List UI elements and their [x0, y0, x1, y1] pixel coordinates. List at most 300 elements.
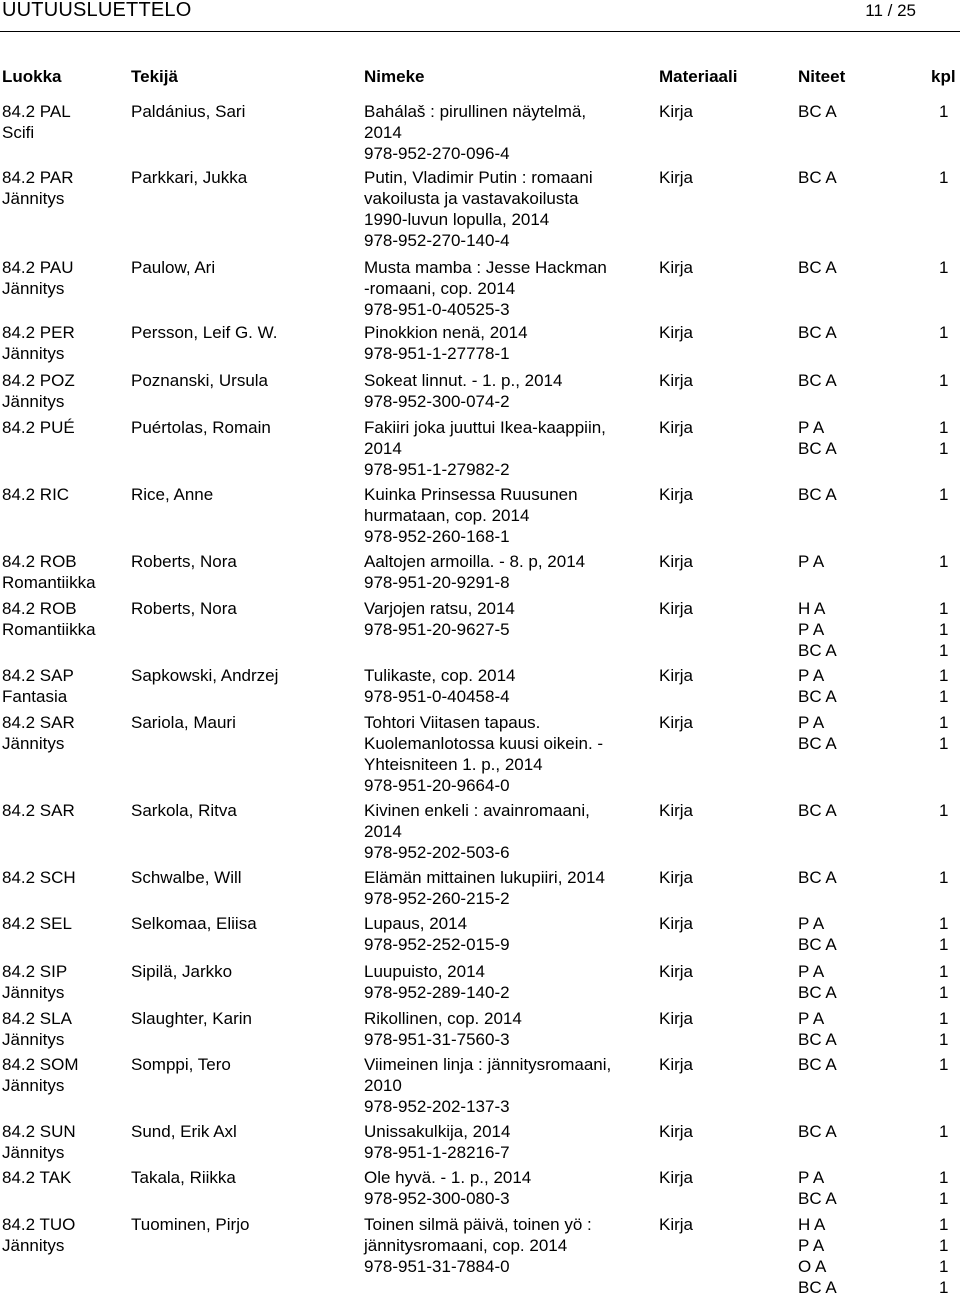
cell-niteet-line: BC A — [798, 485, 837, 504]
cell-materiaali — [659, 1214, 769, 1235]
cell-kpl-line: 1 — [939, 1278, 949, 1297]
cell-kpl-line: 1 — [939, 1236, 949, 1255]
cell-materiaali-line: Kirja — [659, 1168, 694, 1187]
cell-materiaali-line: Kirja — [659, 1055, 694, 1074]
cell-kpl-line: 1 — [939, 868, 949, 887]
cell-kpl-line: 1 — [939, 1122, 949, 1141]
cell-materiaali-line: Kirja — [659, 485, 694, 504]
cell-kpl-line: 1 — [939, 168, 949, 187]
cell-kpl-line: 1 — [939, 323, 949, 342]
cell-kpl — [939, 1214, 959, 1298]
cell-niteet-line: BC A — [798, 1189, 837, 1208]
cell-niteet — [798, 665, 918, 707]
cell-tekija-line: Selkomaa, Eliisa — [131, 914, 257, 933]
cell-materiaali — [659, 1167, 769, 1188]
cell-nimeke-line: Kuolemanlotossa kuusi oikein. - — [364, 734, 604, 753]
cell-niteet-line: BC A — [798, 868, 837, 887]
cell-luokka-line: Jännitys — [2, 344, 65, 363]
cell-nimeke-line: Putin, Vladimir Putin : romaani — [364, 168, 593, 187]
cell-kpl-line: 1 — [939, 418, 949, 437]
cell-nimeke — [364, 867, 654, 909]
cell-kpl-line: 1 — [939, 935, 949, 954]
cell-luokka-line: 84.2 SEL — [2, 914, 72, 933]
cell-luokka-line: Jännitys — [2, 983, 65, 1002]
cell-kpl-line: 1 — [939, 962, 949, 981]
cell-materiaali-line: Kirja — [659, 962, 694, 981]
cell-kpl-line: 1 — [939, 1257, 949, 1276]
cell-niteet-line: BC A — [798, 983, 837, 1002]
cell-nimeke-line: 978-951-1-27982-2 — [364, 460, 510, 479]
cell-niteet — [798, 1008, 918, 1050]
cell-nimeke-line: 1990-luvun lopulla, 2014 — [364, 210, 550, 229]
cell-nimeke-line: Lupaus, 2014 — [364, 914, 468, 933]
cell-niteet-line: BC A — [798, 935, 837, 954]
cell-nimeke — [364, 961, 654, 1003]
cell-luokka-line: Fantasia — [2, 687, 68, 706]
cell-niteet-line: BC A — [798, 1278, 837, 1297]
cell-kpl-line: 1 — [939, 1215, 949, 1234]
cell-kpl-line: 1 — [939, 620, 949, 639]
cell-nimeke-line: 978-952-202-137-3 — [364, 1097, 510, 1116]
cell-nimeke — [364, 1167, 654, 1209]
cell-nimeke-line: jännitysromaani, cop. 2014 — [364, 1236, 568, 1255]
cell-luokka-line: Scifi — [2, 123, 35, 142]
cell-niteet — [798, 167, 918, 188]
cell-kpl — [939, 1054, 959, 1075]
cell-kpl — [939, 665, 959, 707]
cell-niteet-line: P A — [798, 552, 825, 571]
cell-nimeke-line: 978-952-289-140-2 — [364, 983, 510, 1002]
cell-niteet-line: H A — [798, 599, 826, 618]
cell-materiaali-line: Kirja — [659, 168, 694, 187]
cell-niteet — [798, 417, 918, 459]
cell-nimeke-line: 978-952-300-074-2 — [364, 392, 510, 411]
cell-nimeke-line: Ole hyvä. - 1. p., 2014 — [364, 1168, 532, 1187]
cell-tekija-line: Sarkola, Ritva — [131, 801, 237, 820]
cell-nimeke-line: -romaani, cop. 2014 — [364, 279, 516, 298]
cell-materiaali-line: Kirja — [659, 666, 694, 685]
cell-luokka-line: Jännitys — [2, 279, 65, 298]
cell-nimeke-line: Bahálaš : pirullinen näytelmä, — [364, 102, 587, 121]
cell-tekija-line: Sariola, Mauri — [131, 713, 236, 732]
cell-materiaali — [659, 370, 769, 391]
cell-nimeke-line: Kuinka Prinsessa Ruusunen — [364, 485, 578, 504]
cell-niteet — [798, 322, 918, 343]
cell-tekija — [131, 1167, 356, 1188]
cell-niteet — [798, 961, 918, 1003]
cell-luokka-line: Romantiikka — [2, 573, 96, 592]
cell-kpl-line: 1 — [939, 1009, 949, 1028]
cell-nimeke-line: Unissakulkija, 2014 — [364, 1122, 511, 1141]
column-header-materiaali: Materiaali — [659, 67, 738, 86]
cell-tekija — [131, 800, 356, 821]
cell-nimeke — [364, 1008, 654, 1050]
cell-nimeke — [364, 1121, 654, 1163]
cell-niteet-line: BC A — [798, 801, 837, 820]
cell-tekija — [131, 867, 356, 888]
cell-materiaali — [659, 867, 769, 888]
cell-nimeke-line: Tulikaste, cop. 2014 — [364, 666, 516, 685]
cell-nimeke — [364, 712, 654, 796]
cell-materiaali — [659, 167, 769, 188]
cell-niteet — [798, 1214, 918, 1298]
cell-materiaali — [659, 1054, 769, 1075]
cell-luokka-line: Jännitys — [2, 1076, 65, 1095]
cell-nimeke-line: 978-951-1-28216-7 — [364, 1143, 510, 1162]
cell-nimeke-line: Luupuisto, 2014 — [364, 962, 485, 981]
cell-materiaali-line: Kirja — [659, 371, 694, 390]
cell-luokka — [2, 257, 127, 299]
cell-luokka — [2, 1167, 127, 1188]
cell-niteet — [798, 370, 918, 391]
cell-niteet-line: BC A — [798, 102, 837, 121]
cell-nimeke-line: Fakiiri joka juuttui Ikea-kaappiin, — [364, 418, 606, 437]
cell-luokka — [2, 101, 127, 143]
cell-niteet — [798, 867, 918, 888]
cell-nimeke-line: 978-952-300-080-3 — [364, 1189, 510, 1208]
cell-kpl-line: 1 — [939, 1030, 949, 1049]
cell-luokka-line: 84.2 SCH — [2, 868, 76, 887]
cell-kpl — [939, 101, 959, 122]
cell-kpl — [939, 370, 959, 391]
cell-luokka-line: 84.2 TUO — [2, 1215, 76, 1234]
cell-tekija-line: Rice, Anne — [131, 485, 214, 504]
cell-nimeke — [364, 167, 654, 251]
cell-nimeke-line: Tohtori Viitasen tapaus. — [364, 713, 541, 732]
column-header-nimeke: Nimeke — [364, 67, 425, 86]
cell-luokka-line: Romantiikka — [2, 620, 96, 639]
cell-niteet-line: BC A — [798, 1030, 837, 1049]
cell-nimeke-line: 2010 — [364, 1076, 402, 1095]
cell-kpl — [939, 867, 959, 888]
cell-luokka-line: Jännitys — [2, 392, 65, 411]
cell-nimeke-line: 978-952-270-140-4 — [364, 231, 510, 250]
column-header-luokka: Luokka — [2, 67, 62, 86]
cell-tekija — [131, 598, 356, 619]
cell-nimeke — [364, 257, 654, 320]
cell-materiaali-line: Kirja — [659, 801, 694, 820]
cell-niteet-line: BC A — [798, 641, 837, 660]
cell-tekija-line: Puértolas, Romain — [131, 418, 271, 437]
cell-nimeke — [364, 370, 654, 412]
cell-kpl-line: 1 — [939, 801, 949, 820]
cell-tekija-line: Slaughter, Karin — [131, 1009, 252, 1028]
cell-kpl-line: 1 — [939, 371, 949, 390]
cell-kpl-line: 1 — [939, 641, 949, 660]
cell-niteet-line: BC A — [798, 1122, 837, 1141]
cell-niteet-line: P A — [798, 914, 825, 933]
cell-luokka-line: 84.2 PAL — [2, 102, 71, 121]
cell-luokka — [2, 417, 127, 438]
cell-luokka — [2, 551, 127, 593]
cell-tekija — [131, 1121, 356, 1142]
cell-luokka-line: 84.2 SAR — [2, 801, 75, 820]
cell-nimeke-line: 978-951-20-9627-5 — [364, 620, 510, 639]
cell-niteet-line: BC A — [798, 1055, 837, 1074]
cell-niteet — [798, 913, 918, 955]
cell-tekija-line: Sapkowski, Andrzej — [131, 666, 279, 685]
cell-materiaali-line: Kirja — [659, 418, 694, 437]
cell-kpl — [939, 551, 959, 572]
cell-kpl — [939, 257, 959, 278]
cell-kpl-line: 1 — [939, 102, 949, 121]
cell-materiaali-line: Kirja — [659, 1215, 694, 1234]
cell-nimeke-line: 978-951-1-27778-1 — [364, 344, 510, 363]
cell-luokka — [2, 1121, 127, 1163]
cell-luokka-line: 84.2 TAK — [2, 1168, 72, 1187]
cell-materiaali-line: Kirja — [659, 552, 694, 571]
cell-materiaali-line: Kirja — [659, 713, 694, 732]
cell-niteet-line: P A — [798, 713, 825, 732]
cell-niteet-line: BC A — [798, 323, 837, 342]
cell-tekija — [131, 257, 356, 278]
cell-materiaali-line: Kirja — [659, 258, 694, 277]
cell-kpl — [939, 598, 959, 661]
cell-materiaali — [659, 961, 769, 982]
cell-tekija — [131, 322, 356, 343]
cell-nimeke — [364, 800, 654, 863]
cell-nimeke-line: 2014 — [364, 439, 402, 458]
cell-luokka-line: 84.2 PAR — [2, 168, 74, 187]
cell-luokka-line: 84.2 ROB — [2, 599, 77, 618]
cell-kpl-line: 1 — [939, 734, 949, 753]
cell-niteet-line: BC A — [798, 258, 837, 277]
cell-nimeke-line: 978-951-31-7884-0 — [364, 1257, 510, 1276]
cell-niteet — [798, 712, 918, 754]
cell-nimeke — [364, 665, 654, 707]
cell-materiaali-line: Kirja — [659, 323, 694, 342]
cell-luokka — [2, 867, 127, 888]
column-header-niteet: Niteet — [798, 67, 846, 86]
cell-kpl — [939, 1167, 959, 1209]
cell-luokka-line: 84.2 SOM — [2, 1055, 79, 1074]
cell-luokka-line: 84.2 ROB — [2, 552, 77, 571]
cell-tekija-line: Schwalbe, Will — [131, 868, 242, 887]
cell-luokka-line: 84.2 SIP — [2, 962, 68, 981]
cell-materiaali — [659, 665, 769, 686]
cell-materiaali — [659, 800, 769, 821]
cell-luokka-line: Jännitys — [2, 189, 65, 208]
cell-niteet-line: BC A — [798, 439, 837, 458]
cell-materiaali-line: Kirja — [659, 1122, 694, 1141]
cell-luokka-line: 84.2 PER — [2, 323, 75, 342]
cell-niteet — [798, 101, 918, 122]
cell-luokka — [2, 1054, 127, 1096]
cell-kpl — [939, 712, 959, 754]
cell-nimeke-line: 978-952-260-168-1 — [364, 527, 510, 546]
cell-tekija — [131, 1214, 356, 1235]
cell-luokka-line: 84.2 PUÉ — [2, 418, 75, 437]
cell-niteet — [798, 1054, 918, 1075]
cell-kpl-line: 1 — [939, 914, 949, 933]
cell-nimeke-line: Pinokkion nenä, 2014 — [364, 323, 528, 342]
cell-niteet-line: P A — [798, 620, 825, 639]
page-number: 11 / 25 — [865, 1, 916, 20]
cell-luokka — [2, 598, 127, 640]
cell-nimeke-line: Toinen silmä päivä, toinen yö : — [364, 1215, 592, 1234]
cell-tekija-line: Paulow, Ari — [131, 258, 216, 277]
cell-tekija — [131, 913, 356, 934]
cell-materiaali — [659, 598, 769, 619]
cell-materiaali — [659, 1008, 769, 1029]
page-title: UUTUUSLUETTELO — [2, 0, 192, 21]
cell-nimeke — [364, 101, 654, 164]
cell-niteet-line: P A — [798, 1168, 825, 1187]
column-header-tekija: Tekijä — [131, 67, 178, 86]
cell-luokka-line: Jännitys — [2, 1030, 65, 1049]
cell-nimeke-line: 978-952-260-215-2 — [364, 889, 510, 908]
cell-tekija — [131, 961, 356, 982]
cell-materiaali — [659, 417, 769, 438]
cell-tekija-line: Tuominen, Pirjo — [131, 1215, 250, 1234]
cell-nimeke — [364, 1054, 654, 1117]
cell-kpl — [939, 913, 959, 955]
cell-kpl-line: 1 — [939, 713, 949, 732]
cell-nimeke-line: vakoilusta ja vastavakoilusta — [364, 189, 579, 208]
cell-kpl-line: 1 — [939, 666, 949, 685]
cell-niteet — [798, 598, 918, 661]
cell-tekija-line: Takala, Riikka — [131, 1168, 236, 1187]
cell-nimeke-line: Aaltojen armoilla. - 8. p, 2014 — [364, 552, 586, 571]
cell-kpl — [939, 322, 959, 343]
cell-materiaali-line: Kirja — [659, 868, 694, 887]
cell-nimeke-line: hurmataan, cop. 2014 — [364, 506, 530, 525]
cell-niteet — [798, 1121, 918, 1142]
cell-kpl-line: 1 — [939, 485, 949, 504]
cell-niteet-line: P A — [798, 962, 825, 981]
cell-materiaali — [659, 484, 769, 505]
cell-luokka-line: Jännitys — [2, 1143, 65, 1162]
cell-tekija — [131, 101, 356, 122]
cell-nimeke — [364, 913, 654, 955]
cell-materiaali — [659, 1121, 769, 1142]
cell-nimeke — [364, 484, 654, 547]
cell-niteet-line: BC A — [798, 168, 837, 187]
cell-niteet — [798, 257, 918, 278]
cell-tekija-line: Poznanski, Ursula — [131, 371, 269, 390]
column-header-kpl: kpl — [931, 67, 956, 86]
cell-kpl — [939, 1008, 959, 1050]
cell-tekija — [131, 1054, 356, 1075]
cell-luokka-line: 84.2 RIC — [2, 485, 70, 504]
cell-nimeke-line: Musta mamba : Jesse Hackman — [364, 258, 607, 277]
cell-tekija — [131, 417, 356, 438]
cell-niteet-line: BC A — [798, 734, 837, 753]
cell-materiaali-line: Kirja — [659, 102, 694, 121]
cell-tekija-line: Roberts, Nora — [131, 599, 237, 618]
cell-niteet-line: P A — [798, 1009, 825, 1028]
cell-tekija-line: Parkkari, Jukka — [131, 168, 248, 187]
cell-tekija-line: Roberts, Nora — [131, 552, 237, 571]
cell-nimeke-line: 978-951-20-9291-8 — [364, 573, 510, 592]
cell-luokka-line: 84.2 SLA — [2, 1009, 72, 1028]
cell-luokka-line: 84.2 SAR — [2, 713, 75, 732]
cell-nimeke-line: Kivinen enkeli : avainromaani, — [364, 801, 590, 820]
cell-nimeke-line: 978-951-0-40458-4 — [364, 687, 510, 706]
cell-tekija — [131, 712, 356, 733]
cell-niteet-line: BC A — [798, 687, 837, 706]
cell-materiaali — [659, 257, 769, 278]
cell-kpl-line: 1 — [939, 439, 949, 458]
cell-tekija — [131, 1008, 356, 1029]
cell-kpl — [939, 417, 959, 459]
cell-luokka — [2, 1214, 127, 1256]
cell-tekija-line: Persson, Leif G. W. — [131, 323, 278, 342]
cell-kpl — [939, 167, 959, 188]
cell-materiaali-line: Kirja — [659, 599, 694, 618]
cell-kpl-line: 1 — [939, 599, 949, 618]
cell-nimeke — [364, 322, 654, 364]
cell-kpl — [939, 961, 959, 1003]
cell-materiaali — [659, 712, 769, 733]
cell-niteet-line: BC A — [798, 371, 837, 390]
cell-tekija-line: Sipilä, Jarkko — [131, 962, 233, 981]
cell-luokka-line: 84.2 SUN — [2, 1122, 76, 1141]
cell-luokka-line: 84.2 PAU — [2, 258, 74, 277]
cell-kpl — [939, 1121, 959, 1142]
cell-luokka — [2, 961, 127, 1003]
cell-niteet-line: P A — [798, 666, 825, 685]
cell-luokka-line: 84.2 SAP — [2, 666, 74, 685]
cell-tekija — [131, 665, 356, 686]
cell-luokka — [2, 167, 127, 209]
cell-kpl-line: 1 — [939, 552, 949, 571]
cell-luokka-line: 84.2 POZ — [2, 371, 75, 390]
cell-nimeke-line: Sokeat linnut. - 1. p., 2014 — [364, 371, 563, 390]
cell-niteet — [798, 551, 918, 572]
cell-tekija — [131, 167, 356, 188]
cell-tekija — [131, 370, 356, 391]
cell-materiaali — [659, 913, 769, 934]
cell-nimeke-line: 978-952-202-503-6 — [364, 843, 510, 862]
cell-niteet — [798, 1167, 918, 1209]
cell-nimeke-line: 978-951-31-7560-3 — [364, 1030, 510, 1049]
cell-niteet — [798, 484, 918, 505]
cell-nimeke-line: Yhteisniteen 1. p., 2014 — [364, 755, 543, 774]
cell-kpl-line: 1 — [939, 1189, 949, 1208]
cell-nimeke-line: Elämän mittainen lukupiiri, 2014 — [364, 868, 605, 887]
cell-tekija — [131, 484, 356, 505]
cell-luokka-line: Jännitys — [2, 1236, 65, 1255]
cell-kpl — [939, 484, 959, 505]
cell-nimeke — [364, 551, 654, 593]
cell-kpl-line: 1 — [939, 1168, 949, 1187]
cell-luokka — [2, 800, 127, 821]
cell-nimeke-line: 978-952-270-096-4 — [364, 144, 510, 163]
cell-niteet — [798, 800, 918, 821]
cell-tekija-line: Sund, Erik Axl — [131, 1122, 237, 1141]
cell-kpl-line: 1 — [939, 258, 949, 277]
cell-luokka — [2, 1008, 127, 1050]
cell-kpl — [939, 800, 959, 821]
cell-nimeke-line: Rikollinen, cop. 2014 — [364, 1009, 522, 1028]
cell-materiaali — [659, 101, 769, 122]
cell-nimeke-line: 978-951-20-9664-0 — [364, 776, 510, 795]
cell-nimeke-line: 2014 — [364, 822, 402, 841]
cell-luokka — [2, 370, 127, 412]
cell-luokka — [2, 665, 127, 707]
cell-kpl-line: 1 — [939, 687, 949, 706]
cell-materiaali-line: Kirja — [659, 1009, 694, 1028]
cell-nimeke-line: Viimeinen linja : jännitysromaani, — [364, 1055, 612, 1074]
cell-nimeke — [364, 417, 654, 480]
cell-luokka-line: Jännitys — [2, 734, 65, 753]
cell-niteet-line: P A — [798, 1236, 825, 1255]
cell-luokka — [2, 484, 127, 505]
cell-nimeke — [364, 1214, 654, 1277]
cell-materiaali-line: Kirja — [659, 914, 694, 933]
cell-materiaali — [659, 322, 769, 343]
